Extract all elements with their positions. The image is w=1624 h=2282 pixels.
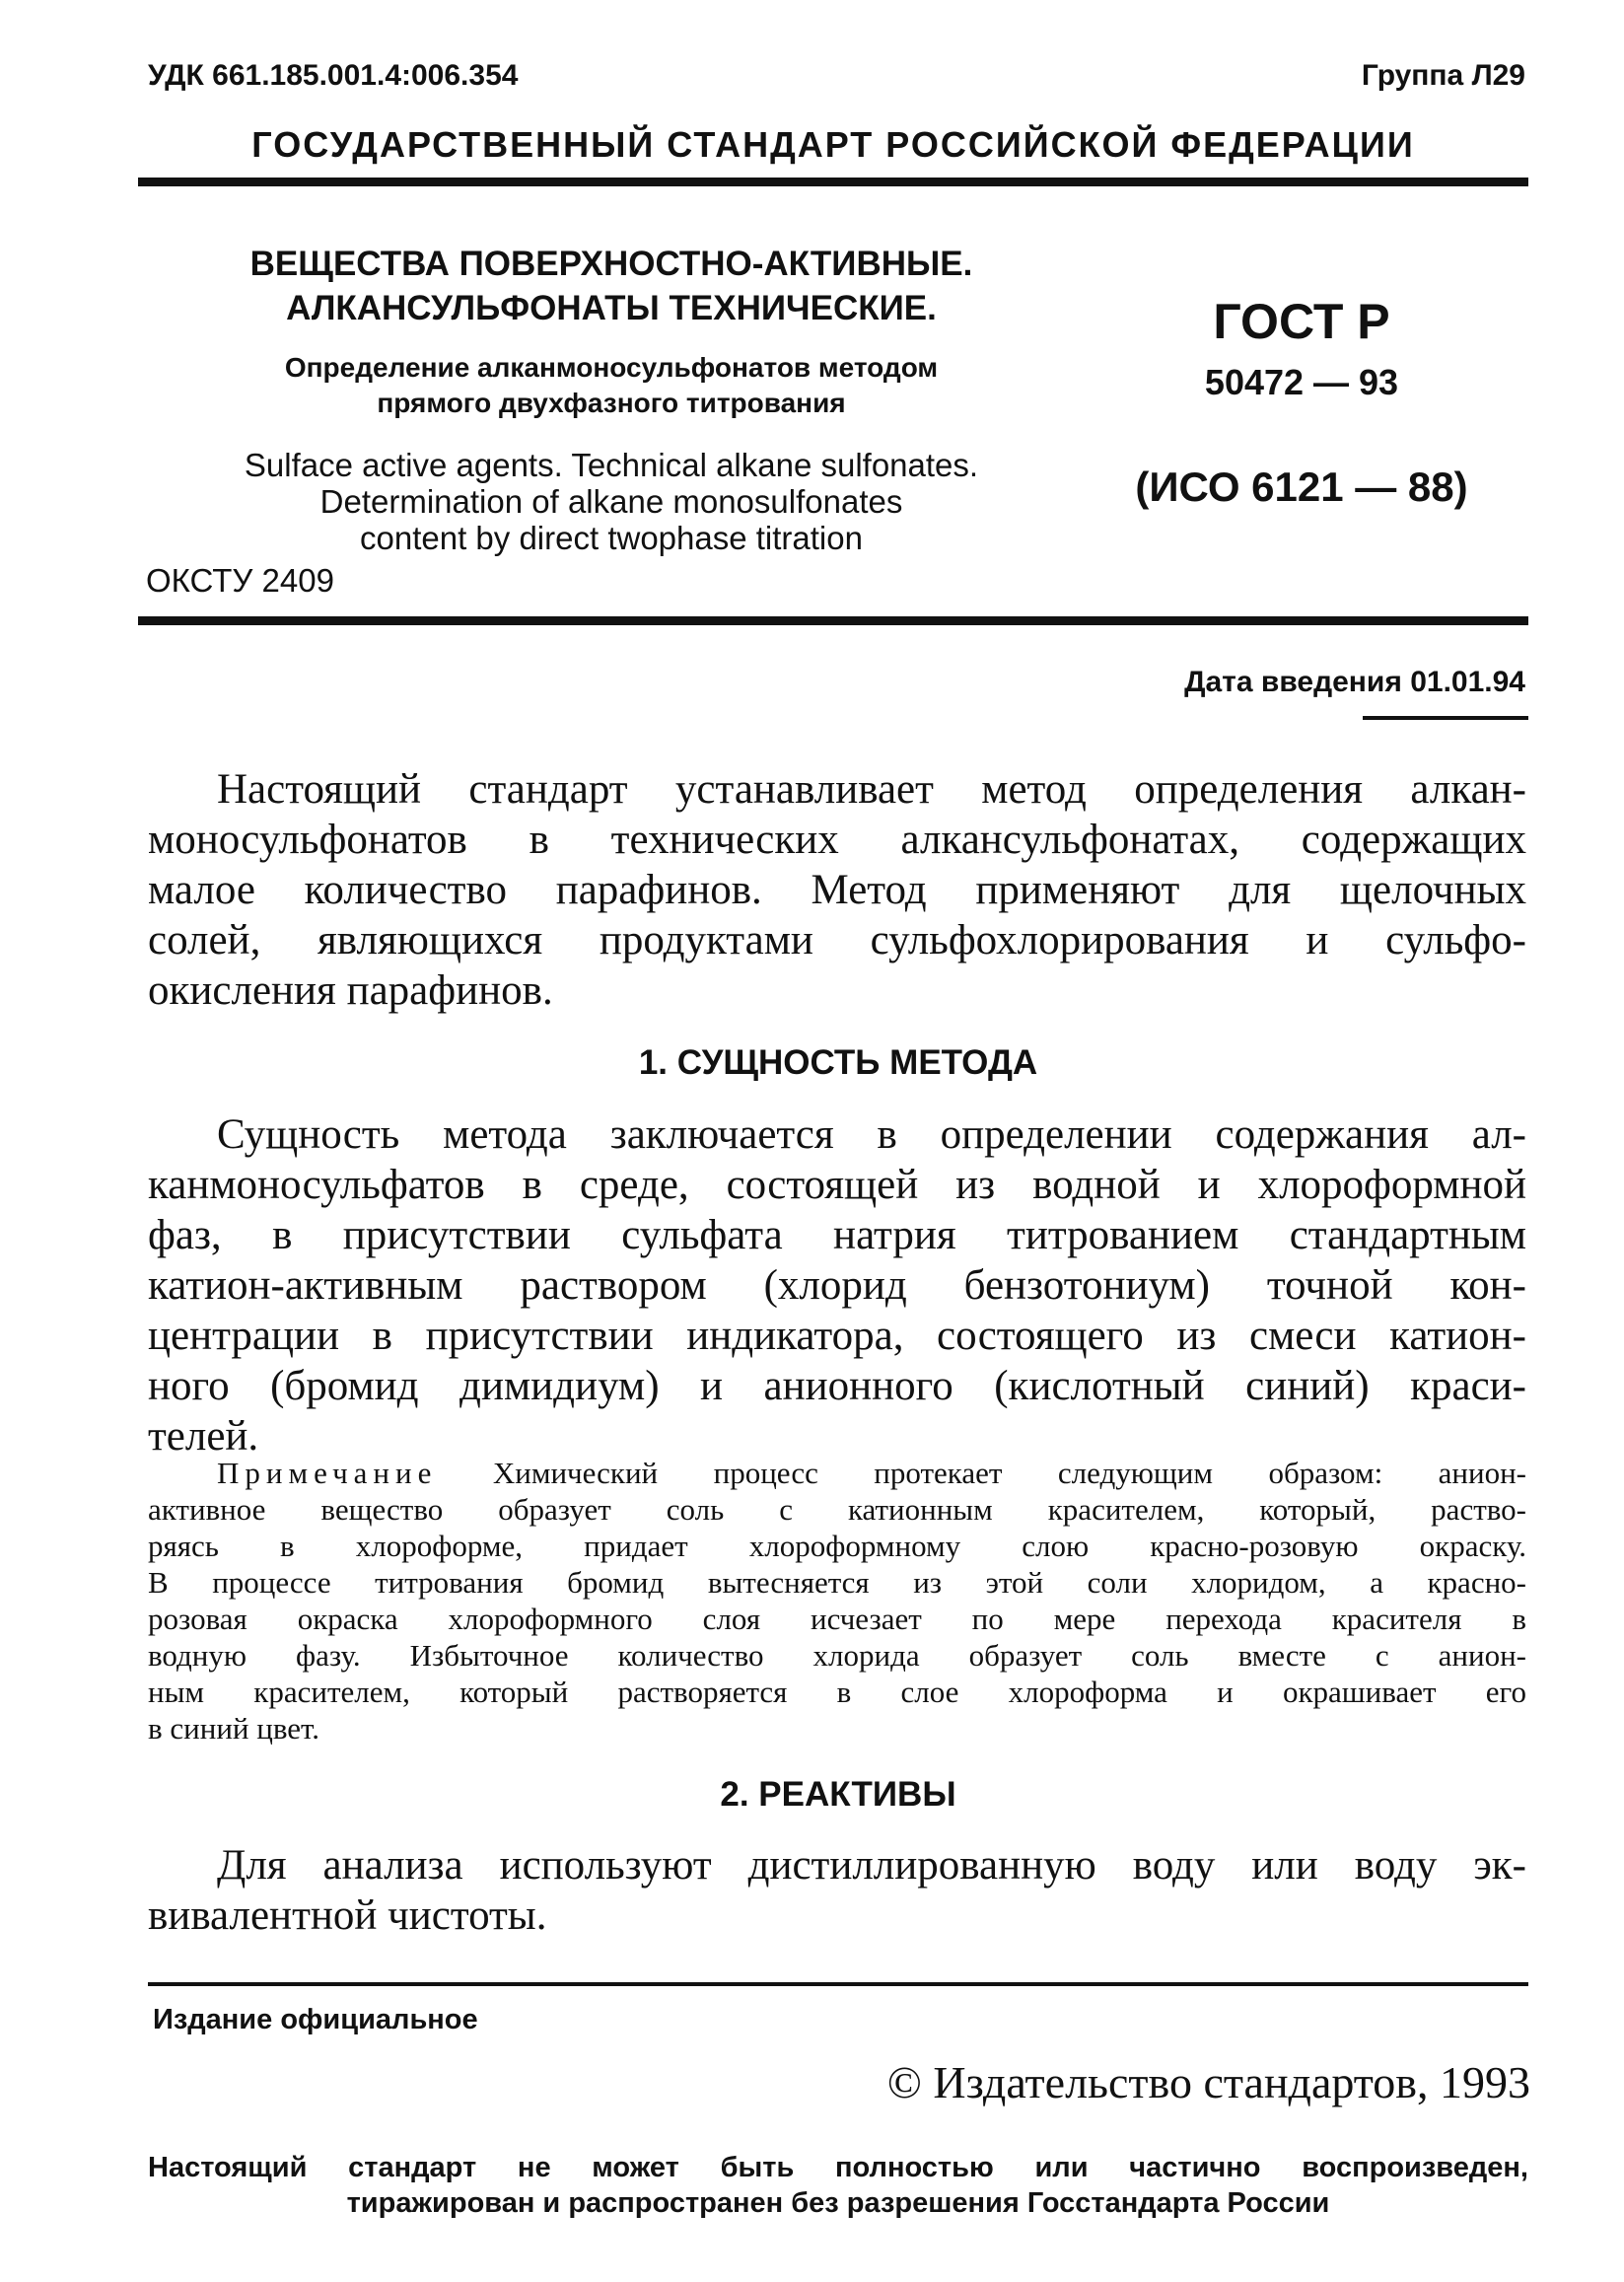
reproduction-notice: Настоящий стандарт не может быть полностью или частично воспроизведен, тиражирован и распространен без разрешения Госстандарта России [148,2152,1528,2219]
group-code: Группа Л29 [1361,59,1525,92]
okstu-code: ОКСТУ 2409 [146,562,334,599]
copyright-notice: © Издательство стандартов, 1993 [886,2057,1530,2107]
title-ru: ВЕЩЕСТВА ПОВЕРХНОСТНО-АКТИВНЫЕ. АЛКАНСУЛЬФОНАТЫ ТЕХНИЧЕСКИЕ. [249,245,973,327]
iso-reference: (ИСО 6121 — 88) [1135,464,1468,510]
section2-heading: 2. РЕАКТИВЫ [720,1775,956,1814]
intro-date-value: 01.01.94 [1410,666,1525,698]
gost-number: 50472 — 93 [1204,362,1399,402]
official-edition: Издание официальное [153,2004,478,2035]
state-standard-heading: ГОСУДАРСТВЕННЫЙ СТАНДАРТ РОССИЙСКОЙ ФЕДЕРАЦИИ [251,124,1415,165]
title-block-rule [138,616,1528,625]
intro-date-label: Дата введения [1184,666,1402,698]
subtitle-ru: Определение алканмоносульфонатов методом прямого двухфазного титрования [284,352,939,418]
gost-label: ГОСТ Р [1213,294,1390,349]
footer-rule [148,1982,1528,1986]
section1-paragraph: Сущность метода заключается в определении содержания ал- канмоносульфатов в среде, состоящей из водной и хлороформной фаз, в присутствии сульфата натрия титрованием стандартным катион-активным раствором (хлорид бензотониум) точной кон- центрации в присутствии индикатора, состоящего из смеси катион- ного (бромид димидиум) и анионного (кислотный синий) краси- телей. [148,1111,1526,1460]
note-label: Примечание [217,1456,438,1490]
section2-paragraph: Для анализа используют дистиллированную воду или воду эк- вивалентной чистоты. [148,1842,1526,1939]
section1-note: Примечание Химический процесс протекает следующим образом: анион- активное вещество образует соль с катионным красителем, который, раство- ряясь в хлороформе, придает хлороформному слою красно-розовую окраску. В процессе титрования бромид вытесняется из этой соли хлоридом, а красно- розовая окраска хлороформного слоя исчезает по мере перехода красителя в водную фазу. Избыточное количество хлорида образует соль вместе с анион- ным красителем, который растворяется в слое хлороформа и окрашивает его в синий цвет. [148,1456,1527,1746]
udc-code: УДК 661.185.001.4:006.354 [148,59,519,92]
intro-paragraph: Настоящий стандарт устанавливает метод определения алкан- моносульфонатов в технических алкансульфонатах, содержащих малое количество парафинов. Метод применяют для щелочных солей, являющихся продуктами сульфохлорирования и сульфо- окисления парафинов. [148,766,1526,1014]
title-en: Sulface active agents. Technical alkane sulfonates. Determination of alkane monosulfonates content by direct twophase titration [244,447,979,556]
intro-date [1184,666,1525,699]
intro-date-underline [1363,716,1528,720]
top-rule [138,178,1528,186]
section1-heading: 1. СУЩНОСТЬ МЕТОДА [638,1043,1038,1082]
